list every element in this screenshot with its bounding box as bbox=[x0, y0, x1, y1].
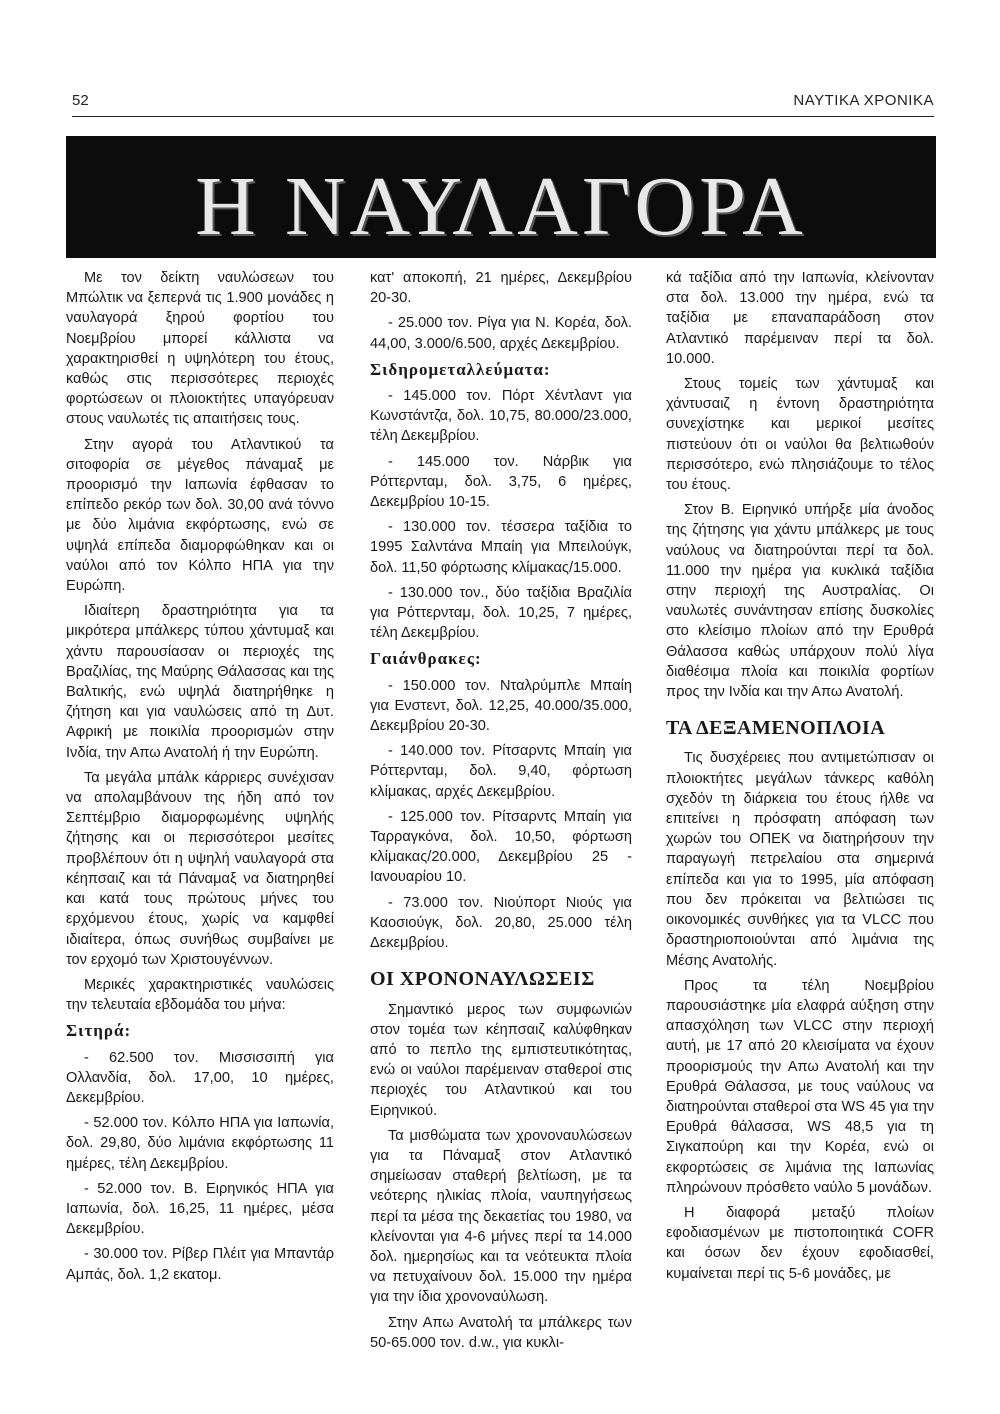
paragraph: Τα μισθώματα των χρονοναυλώσεων για τα Πάναμαξ στον Ατλαντικό σημείωσαν σταθερή βελτίωση, με τα νεότερης ηλικίας πλοία, ναυπηγήσεως περί τα μέσα της δεκαετίας του 1980, να κλείνονται για 4-6 μήνες περί τα 14.000 δολ. ημερησίως και τα νεότευκτα πλοία να πετυχαίνουν δολ. 15.000 την ημέρα για την ίδια χρονοναύλωση. bbox=[370, 1127, 632, 1306]
paragraph: Τα μεγάλα μπάλκ κάρριερς συνέχισαν να απολαμβάνουν της ήδη από τον Σεπτέμβριο διαμορφωμένης υψηλής ζήτησης και οι περισσότεροι μεσίτες προβλέπουν ότι η υψηλή ναυλαγορά στα κέηπσαιζ και τά Πάναμαξ να διατηρηθεί και κατά τους πρώτους μήνες του ερχόμενου έτους, χωρίς να καμφθεί ιδιαίτερα, όπως συνήθως συμβαίνει με τον ερχομό των Χριστουγέννων. bbox=[66, 769, 334, 968]
charter-item: - 140.000 τον. Ρίτσαρντς Μπαίη για Ρόττερνταμ, δολ. 9,40, φόρτωση κλίμακας, αρχές Δεκεμβρίου. bbox=[370, 743, 632, 800]
charter-item: - 125.000 τον. Ρίτσαρντς Μπαίη για Ταρραγκόνα, δολ. 10,50, φόρτωση κλίμακας/20.000, Δεκεμβρίου 25 - Ιανουαρίου 10. bbox=[370, 808, 632, 886]
paragraph: Στον Β. Ειρηνικό υπήρξε μία άνοδος της ζήτησης για χάντυ μπάλκερς με τους ναύλους να διατηρούνται περί τα δολ. 11.000 την ημέρα για κυκλικά ταξίδια στην περιοχή της Αυστραλίας. Οι ναυλωτές συνάντησαν επίσης δυσκολίες στο κλείσιμο πλοίων από την Ερυθρά Θάλασσα καθώς υπάρχουν πολύ λίγα διαθέσιμα πλοία και ποικιλία φορτίων προς την Ινδία και την Απω Ανατολή. bbox=[666, 502, 934, 701]
section-heading: Γαιάνθρακες: bbox=[370, 649, 482, 669]
column-2 bbox=[370, 268, 632, 1358]
paragraph: Προς τα τέλη Νοεμβρίου παρουσιάστηκε μία ελαφρά αύξηση στην απασχόληση των VLCC στην περιοχή αυτή, με 17 από 20 κλεισίματα να έχουν προορισμούς την Απω Ανατολή και την Ερυθρά Θάλασσα, με τους ναύλους να διατηρούνται σταθεροί στα WS 45 για την Ερυθρά θάλασσα, WS 48,5 για τη Σιγκαπούρη και την Κορέα, ενώ οι εκφορτώσεις σε λιμάνια της Ιαπωνίας πληρώνουν πρόσθετο ναύλο 5 μονάδων. bbox=[666, 977, 934, 1196]
charter-item: - 25.000 τον. Ρίγα για Ν. Κορέα, δολ. 44,00, 3.000/6.500, αρχές Δεκεμβρίου. bbox=[370, 315, 632, 352]
paragraph: Τις δυσχέρειες που αντιμετώπισαν οι πλοιοκτήτες μεγάλων τάνκερς καθόλη σχεδόν τη διάρκεια του έτους ήλθε να επιτείνει η πρόσφατη απόφαση των χωρών του ΟΠΕΚ να διατηρήσουν την παραγωγή πετρελαίου στα σημερινά επίπεδα και για το 1995, μία απόφαση που δεν πρόκειται να βελτιώσει τις οικονομικές συνθήκες για τα VLCC που δραστηριοποιούνται από λιμάνια της Μέσης Ανατολής. bbox=[666, 750, 934, 969]
charter-item: - 30.000 τον. Ρίβερ Πλέιτ για Μπαντάρ Αμπάς, δολ. 1,2 εκατομ. bbox=[66, 1246, 334, 1283]
paragraph: Με τον δείκτη ναυλώσεων του Μπώλτικ να ξεπερνά τις 1.900 μονάδες η ναυλαγορά ξηρού φορτίου του Νοεμβρίου μπορεί κάλλιστα να χαρακτηρισθεί η υψηλότερη του έτους, καθώς στις περισσότερες περιοχές φορτώσεων οι πλοιοκτήτες υπαγόρευαν στους ναυλωτές τις απαιτήσεις τους. bbox=[66, 270, 334, 428]
section-title: ΤΑ ΔΕΞΑΜΕΝΟΠΛΟΙΑ bbox=[666, 717, 886, 740]
section-heading: Σιτηρά: bbox=[66, 1021, 132, 1041]
charter-item: - 145.000 τον. Πόρτ Χέντλαντ για Κωνστάντζα, δολ. 10,75, 80.000/23.000, τέλη Δεκεμβρίου. bbox=[370, 388, 632, 445]
paragraph: Μερικές χαρακτηριστικές ναυλώσεις την τελευταία εβδομάδα του μήνα: bbox=[66, 976, 334, 1014]
charter-item: - 73.000 τον. Νιούπορτ Νιούς για Καοσιούγκ, δολ. 20,80, 25.000 τέλη Δεκεμβρίου. bbox=[370, 894, 632, 952]
title-banner bbox=[66, 136, 936, 258]
article-title: Η ΝΑΥΛΑΓΟΡΑ bbox=[195, 160, 807, 253]
paragraph: Στην αγορά του Ατλαντικού τα σιτοφορία σε μέγεθος πάναμαξ με προορισμό την Ιαπωνία έφθασαν το επίπεδο ρεκόρ των δολ. 30,00 ανά τόννο με δύο λιμάνια εκφόρτωσης, ενώ σε υψηλά επίπεδα διαμορφώθηκαν και οι ναύλοι από τον Κόλπο ΗΠΑ για την Ευρώπη. bbox=[66, 436, 334, 595]
column-1 bbox=[66, 268, 334, 1290]
section-title: ΟΙ ΧΡΟΝΟΝΑΥΛΩΣΕΙΣ bbox=[370, 968, 595, 991]
page-number: 52 bbox=[72, 92, 89, 109]
section-heading: Σιδηρομεταλλεύματα: bbox=[370, 359, 551, 379]
column-3 bbox=[666, 268, 934, 1289]
charter-item: - 130.000 τον., δύο ταξίδια Βραζιλία για Ρόττερνταμ, δολ. 10,25, 7 ημέρες, τέλη Δεκεμβρίου. bbox=[370, 584, 632, 642]
journal-name: ΝΑΥΤΙΚΑ ΧΡΟΝΙΚΑ bbox=[793, 92, 934, 109]
charter-item: - 52.000 τον. Κόλπο ΗΠΑ για Ιαπωνία, δολ. 29,80, δύο λιμάνια εκφόρτωσης 11 ημέρες, τέλη Δεκεμβρίου. bbox=[66, 1115, 334, 1172]
paragraph: κά ταξίδια από την Ιαπωνία, κλείνονταν στα δολ. 13.000 την ημέρα, ενώ τα ταξίδια με επαναπαράδοση στον Ατλαντικό παρέμειναν περί τα δολ. 10.000. bbox=[666, 270, 934, 367]
charter-item: - 150.000 τον. Νταλρύμπλε Μπαίη για Ενστεντ, δολ. 12,25, 40.000/35.000, Δεκεμβρίου 20-30. bbox=[370, 677, 632, 735]
page-header bbox=[72, 90, 934, 117]
paragraph: Σημαντικό μερος των συμφωνιών στον τομέα των κέηπσαιζ καλύφθηκαν από το πεπλο της εμπιστευτικότητας, ενώ οι ναύλοι παρέμειναν σταθεροί στις περιοχές του Ατλαντικού και του Ειρηνικού. bbox=[370, 1001, 632, 1119]
charter-item: - 52.000 τον. Β. Ειρηνικός ΗΠΑ για Ιαπωνία, δολ. 16,25, 11 ημέρες, μέσα Δεκεμβρίου. bbox=[66, 1180, 334, 1238]
paragraph: Η διαφορά μεταξύ πλοίων εφοδιασμένων με πιστοποιητικά COFR και όσων δεν έχουν εφοδιασθεί, κυμαίνεται περί τις 5-6 μονάδες, με bbox=[666, 1204, 934, 1282]
paragraph: Ιδιαίτερη δραστηριότητα για τα μικρότερα μπάλκερς τύπου χάντυμαξ και χάντυ παρουσίασαν οι περιοχές της Βραζιλίας, της Μαύρης Θάλασσας και της Βαλτικής, ενώ υψηλά διατηρήθηκε η ζήτηση και για ναυλώσεις από τη Δυτ. Αφρική με ποικιλία προορισμών στην Ινδία, την Απω Ανατολή ή την Ευρώπη. bbox=[66, 603, 334, 761]
charter-item: - 62.500 τον. Μισσισσιπή για Ολλανδία, δολ. 17,00, 10 ημέρες, Δεκεμβρίου. bbox=[66, 1049, 334, 1106]
charter-item: - 145.000 τον. Νάρβικ για Ρόττερνταμ, δολ. 3,75, 6 ημέρες, Δεκεμβρίου 10-15. bbox=[370, 453, 632, 511]
charter-item: - 130.000 τον. τέσσερα ταξίδια το 1995 Σαλντάνα Μπαίη για Μπειλούγκ, δολ. 11,50 φόρτωσης κλίμακας/15.000. bbox=[370, 519, 632, 576]
paragraph: Στους τομείς των χάντυμαξ και χάντυσαιζ η έντονη δραστηριότητα συνεχίστηκε και μερικοί μεσίτες πιστεύουν ότι οι ναύλοι θα βελτιωθούν περισσότερο, ενώ πλησιάζουμε το τέλος του έτους. bbox=[666, 376, 934, 494]
paragraph: κατ' αποκοπή, 21 ημέρες, Δεκεμβρίου 20-30. bbox=[370, 270, 632, 307]
paragraph: Στην Απω Ανατολή τα μπάλκερς των 50-65.000 τον. d.w., για κυκλι- bbox=[370, 1314, 632, 1351]
